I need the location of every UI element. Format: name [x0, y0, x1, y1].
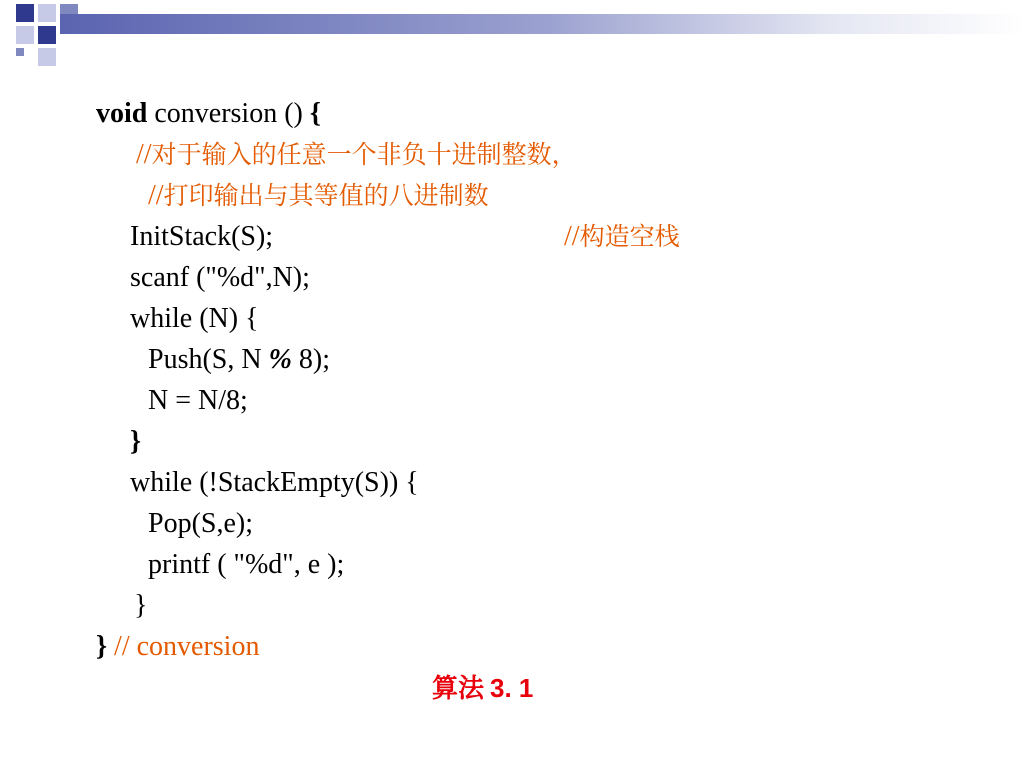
corner-square-2 [38, 4, 56, 22]
code-line-13: } [134, 590, 148, 621]
code-line-9: } [130, 426, 142, 457]
modulo-operator: % [268, 344, 292, 375]
caption-number: 3. 1 [490, 673, 534, 703]
push-call-end: 8); [291, 344, 331, 375]
code-line-7 [96, 339, 577, 380]
comment-text-3: 构造空栈 [579, 222, 680, 251]
code-line-11: Pop(S,e); [148, 508, 253, 539]
inline-comment [564, 216, 680, 257]
algorithm-caption [432, 668, 533, 705]
corner-square-4 [16, 26, 34, 44]
push-call-start: Push(S, N [148, 344, 269, 375]
corner-square-6 [38, 48, 56, 66]
code-line-4 [96, 216, 680, 257]
corner-square-7 [16, 48, 24, 56]
caption-label: 算法 [432, 674, 485, 704]
header-gradient-band [60, 14, 1024, 34]
code-line-14 [96, 626, 577, 667]
code-line-6: while (N) { [130, 303, 259, 334]
code-line-1 [96, 93, 577, 134]
comment-text-2: 打印输出与其等值的八进制数 [163, 181, 489, 210]
comment-slash-2: // [148, 180, 164, 211]
comment-slash-3: // [564, 221, 580, 252]
code-block [96, 93, 680, 667]
end-comment: // conversion [107, 631, 260, 662]
code-line-3 [96, 175, 577, 216]
close-brace: } [96, 631, 108, 662]
code-line-2 [96, 134, 577, 175]
corner-square-1 [16, 4, 34, 22]
code-line-8: N = N/8; [148, 385, 248, 416]
init-stack-call: InitStack(S); [130, 221, 274, 252]
corner-square-5 [38, 26, 56, 44]
code-line-12: printf ( "%d", e ); [148, 549, 345, 580]
open-brace: { [309, 98, 321, 129]
comment-slash-1: // [136, 139, 152, 170]
comment-text-1: 对于输入的任意一个非负十进制整数， [151, 140, 577, 169]
code-line-5: scanf ("%d",N); [130, 262, 310, 293]
code-line-10: while (!StackEmpty(S)) { [130, 467, 419, 498]
keyword-void: void [96, 98, 148, 129]
function-signature: conversion () [147, 98, 310, 129]
